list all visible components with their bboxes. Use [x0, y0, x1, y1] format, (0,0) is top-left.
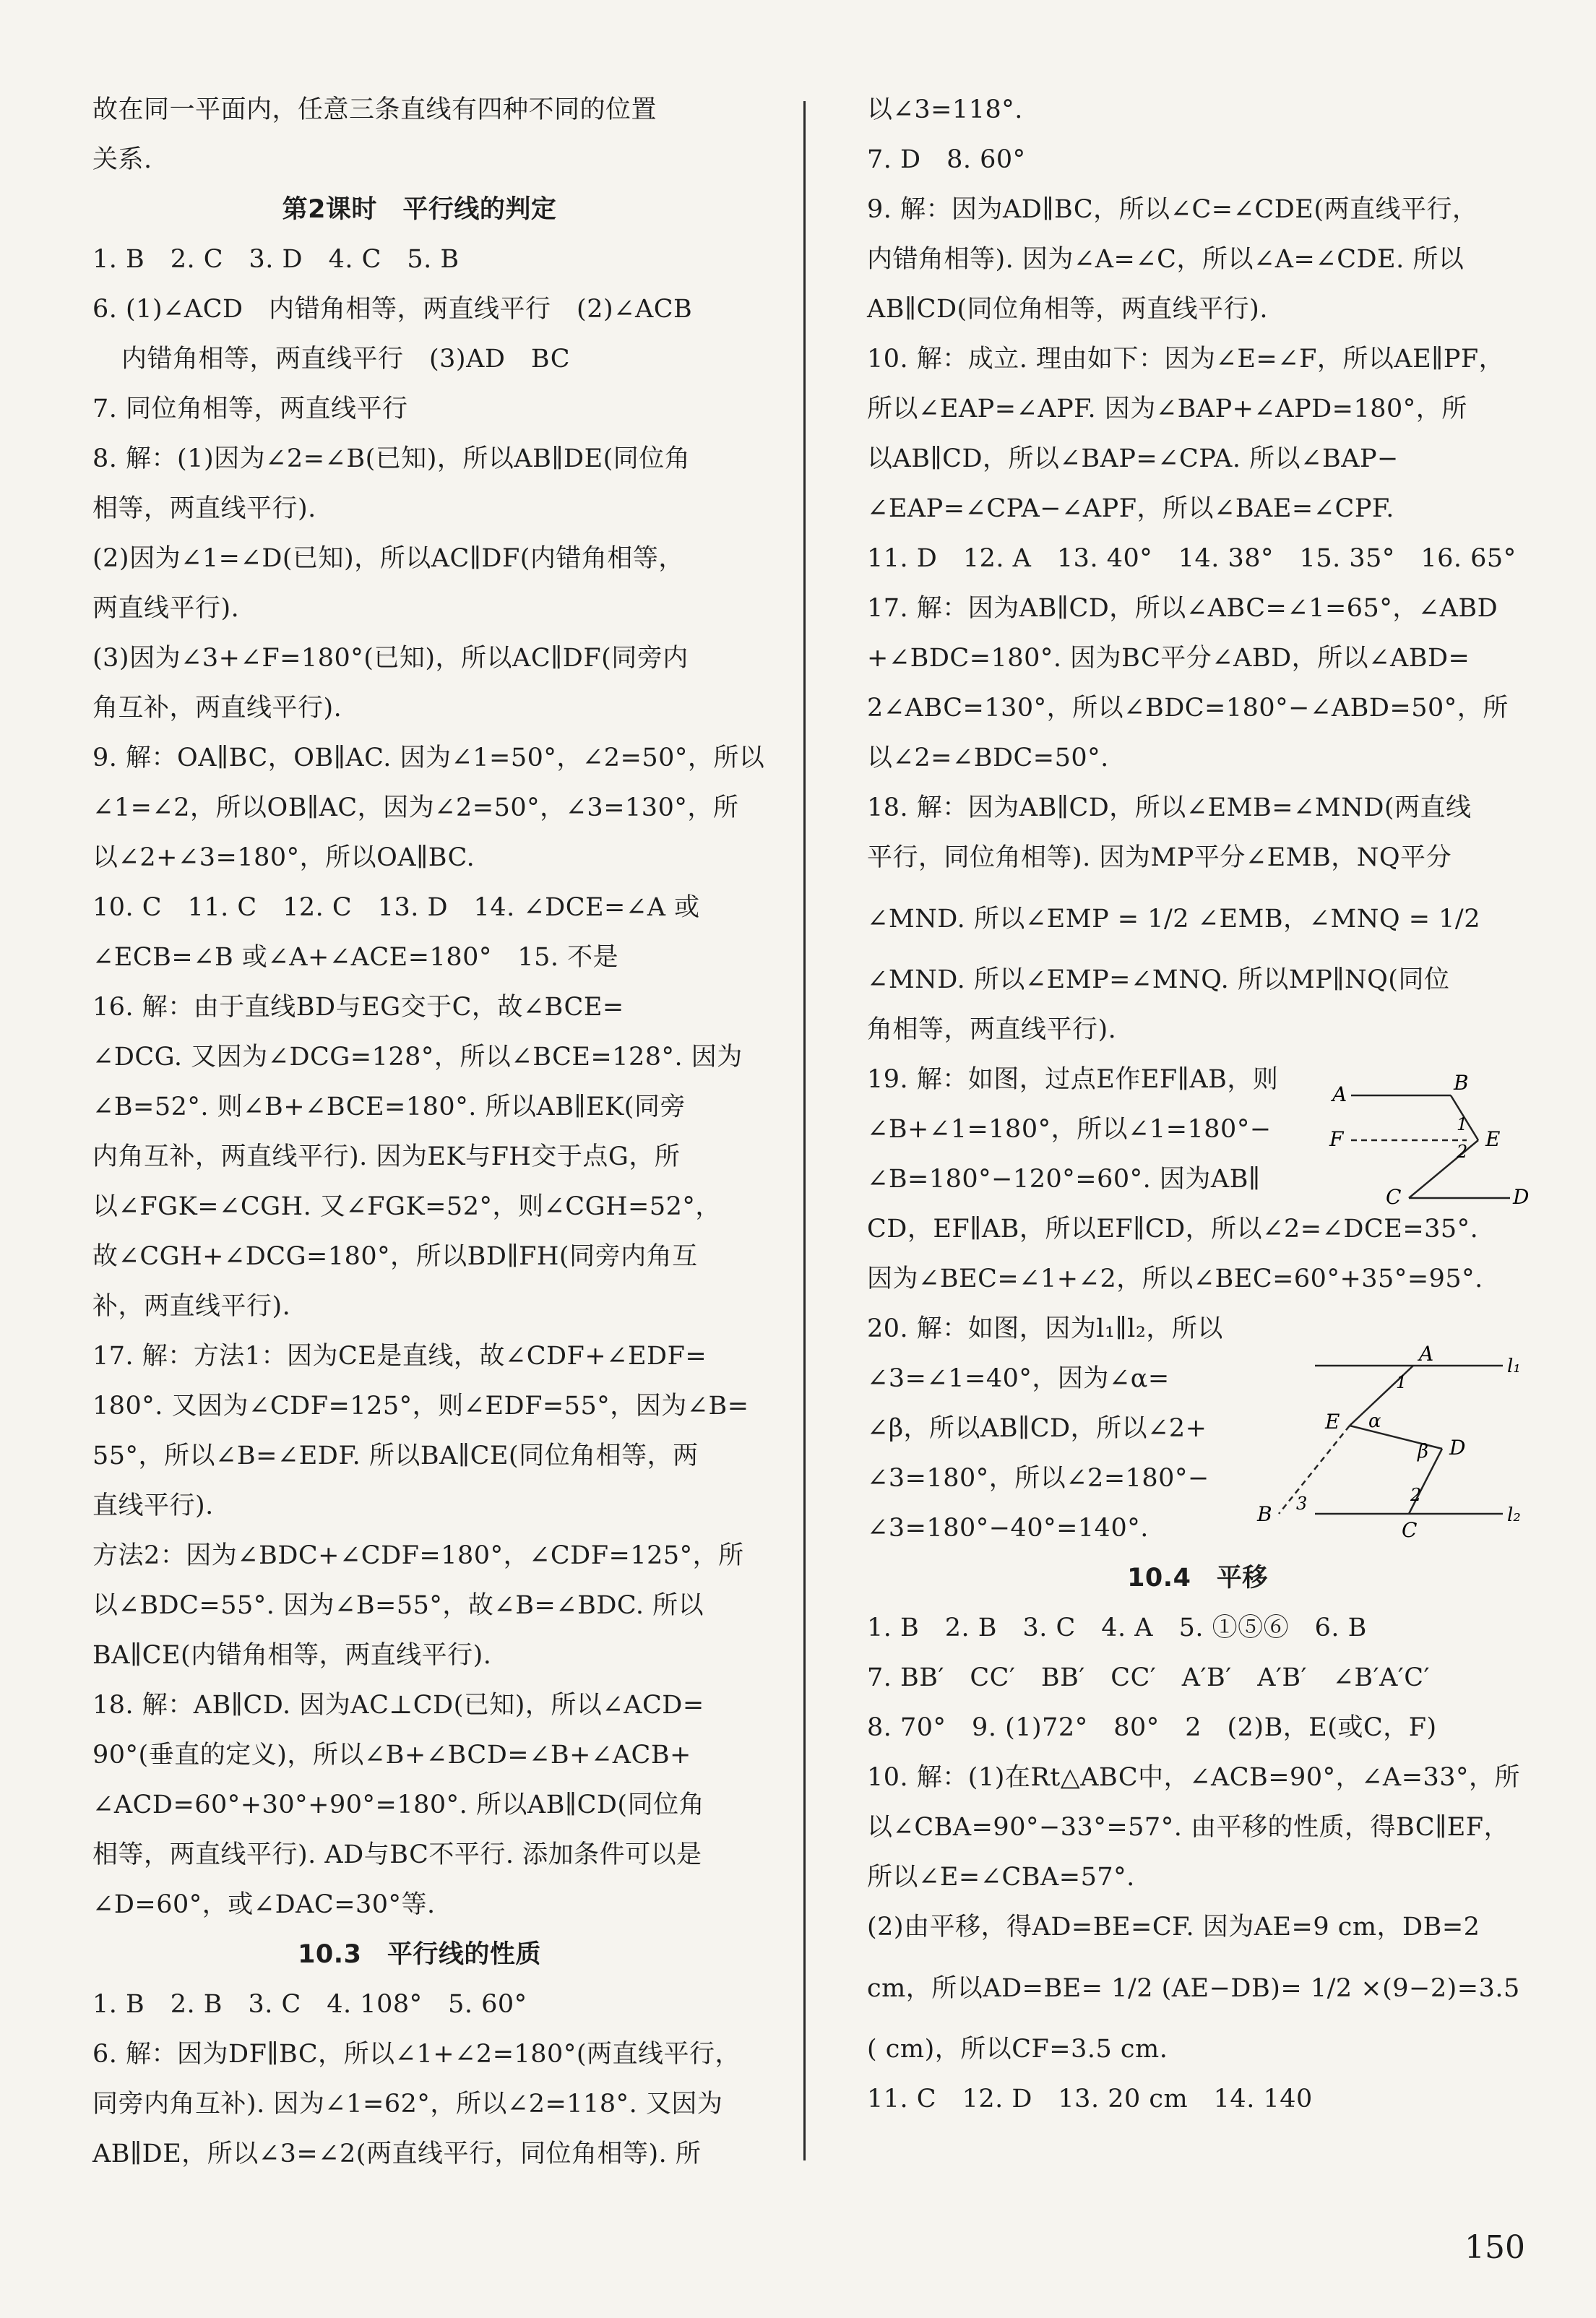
fig20-label-l2: l₂ [1507, 1504, 1521, 1526]
text-line: 18. 解：AB∥CD. 因为AC⊥CD(已知)，所以∠ACD= [92, 1691, 704, 1720]
text-line: ∠3=180°，所以∠2=180°− [867, 1464, 1209, 1493]
text-line: 1. B 2. B 3. C 4. A 5. ①⑤⑥ 6. B [867, 1613, 1367, 1642]
fig19-label-E: E [1485, 1127, 1501, 1151]
text-line: 6. 解：因为DF∥BC，所以∠1+∠2=180°(两直线平行， [92, 2040, 741, 2069]
fig19-label-F: F [1329, 1127, 1344, 1151]
fig20-angle-beta: β [1418, 1441, 1429, 1462]
text-line: AB∥DE，所以∠3=∠2(两直线平行，同位角相等). 所 [92, 2140, 702, 2168]
text-line: 7. D 8. 60° [867, 145, 1026, 174]
problem-19-block [867, 1055, 1300, 1205]
text-line: 90°(垂直的定义)，所以∠B+∠BCD=∠B+∠ACB+ [92, 1741, 691, 1770]
text-line: 以∠2=∠BDC=50°. [867, 744, 1109, 772]
text-line: 内错角相等，两直线平行 (3)AD BC [121, 345, 571, 374]
fig20-angle-alpha: α [1368, 1410, 1381, 1432]
text-line: 7. BB′ CC′ BB′ CC′ A′B′ A′B′ ∠B′A′C′ [867, 1663, 1431, 1692]
text-line: CD，EF∥AB，所以EF∥CD，所以∠2=∠DCE=35°. [867, 1215, 1479, 1244]
text-line: ∠3=180°−40°=140°. [867, 1514, 1149, 1543]
text-line: ( cm)，所以CF=3.5 cm. [867, 2035, 1168, 2064]
text-line: cm，所以AD=BE= 1/2 (AE−DB)= 1/2 ×(9−2)=3.5 [867, 1974, 1520, 2003]
figure-19 [1322, 1069, 1530, 1214]
section-heading: 第2课时 平行线的判定 [282, 195, 557, 224]
text-line: 以∠BDC=55°. 因为∠B=55°，故∠B=∠BDC. 所以 [92, 1591, 704, 1620]
text-line: 关系. [92, 145, 152, 174]
text-line: 10. C 11. C 12. C 13. D 14. ∠DCE=∠A 或 [92, 893, 700, 922]
text-line: 9. 解：因为AD∥BC，所以∠C=∠CDE(两直线平行， [867, 195, 1478, 224]
text-line: 故在同一平面内，任意三条直线有四种不同的位置 [92, 95, 657, 124]
text-line: 方法2：因为∠BDC+∠CDF=180°，∠CDF=125°，所 [92, 1541, 744, 1570]
text-line: 以∠FGK=∠CGH. 又∠FGK=52°，则∠CGH=52°， [92, 1192, 721, 1221]
text-line: ∠3=∠1=40°，因为∠α= [867, 1364, 1170, 1393]
text-line: 以∠2+∠3=180°，所以OA∥BC. [92, 843, 475, 872]
text-line: 10. 解：(1)在Rt△ABC中，∠ACB=90°，∠A=33°，所 [867, 1763, 1521, 1792]
text-line: 10. 解：成立. 理由如下：因为∠E=∠F，所以AE∥PF， [867, 345, 1505, 374]
text-line: ∠B+∠1=180°，所以∠1=180°− [867, 1115, 1272, 1144]
figure-20 [1228, 1340, 1532, 1543]
fig19-label-B: B [1454, 1071, 1469, 1095]
fig20-label-E: E [1325, 1410, 1340, 1434]
text-line: 故∠CGH+∠DCG=180°，所以BD∥FH(同旁内角互 [92, 1242, 698, 1271]
text-line: 11. D 12. A 13. 40° 14. 38° 15. 35° 16. 65° [867, 544, 1517, 573]
fig19-label-A: A [1332, 1082, 1347, 1106]
text-line: BA∥CE(内错角相等，两直线平行). [92, 1641, 492, 1670]
fig20-label-C: C [1402, 1518, 1418, 1542]
text-line: 因为∠BEC=∠1+∠2，所以∠BEC=60°+35°=95°. [867, 1264, 1483, 1293]
text-line: ∠EAP=∠CPA−∠APF，所以∠BAE=∠CPF. [867, 494, 1394, 523]
text-line: 18. 解：因为AB∥CD，所以∠EMB=∠MND(两直线 [867, 793, 1472, 822]
text-line: ∠ACD=60°+30°+90°=180°. 所以AB∥CD(同位角 [92, 1791, 705, 1819]
fig19-label-C: C [1386, 1185, 1402, 1209]
fig20-angle-1: 1 [1396, 1372, 1407, 1392]
text-line: ∠B=52°. 则∠B+∠BCE=180°. 所以AB∥EK(同旁 [92, 1093, 686, 1121]
text-line: 6. (1)∠ACD 内错角相等，两直线平行 (2)∠ACB [92, 295, 693, 324]
text-line: 补，两直线平行). [92, 1292, 291, 1321]
text-line: 8. 解：(1)因为∠2=∠B(已知)，所以AB∥DE(同位角 [92, 444, 691, 473]
text-line: 以AB∥CD，所以∠BAP=∠CPA. 所以∠BAP− [867, 444, 1399, 473]
text-line: 1. B 2. B 3. C 4. 108° 5. 60° [92, 1990, 527, 2019]
text-line: ∠DCG. 又因为∠DCG=128°，所以∠BCE=128°. 因为 [92, 1043, 743, 1072]
fig20-label-l1: l₁ [1507, 1356, 1521, 1377]
right-bottom-block [867, 1554, 1528, 2124]
text-line: 180°. 又因为∠CDF=125°，则∠EDF=55°，因为∠B= [92, 1392, 749, 1421]
text-line: 内错角相等). 因为∠A=∠C，所以∠A=∠CDE. 所以 [867, 245, 1465, 274]
text-line: ∠MND. 所以∠EMP = 1/2 ∠EMB，∠MNQ = 1/2 [867, 905, 1480, 934]
text-line: 角互补，两直线平行). [92, 694, 342, 723]
text-line: 7. 同位角相等，两直线平行 [92, 395, 408, 423]
right-top-block [867, 85, 1528, 1055]
text-line: (2)因为∠1=∠D(已知)，所以AC∥DF(内错角相等， [92, 544, 684, 573]
text-line: 9. 解：OA∥BC，OB∥AC. 因为∠1=50°，∠2=50°，所以 [92, 744, 765, 772]
text-line: 17. 解：因为AB∥CD，所以∠ABC=∠1=65°，∠ABD [867, 594, 1498, 623]
text-line: +∠BDC=180°. 因为BC平分∠ABD，所以∠ABD= [867, 644, 1470, 673]
right-mid-block [867, 1205, 1528, 1304]
left-column [92, 85, 765, 2179]
text-line: 两直线平行). [92, 594, 240, 623]
text-line: 16. 解：由于直线BD与EG交于C，故∠BCE= [92, 993, 624, 1022]
text-line: ∠B=180°−120°=60°. 因为AB∥ [867, 1165, 1261, 1194]
section-heading: 10.4 平移 [1127, 1564, 1268, 1593]
fig20-label-B: B [1257, 1502, 1272, 1526]
text-line: 1. B 2. C 3. D 4. C 5. B [92, 245, 460, 274]
fig20-label-D: D [1449, 1436, 1466, 1460]
text-line: ∠D=60°，或∠DAC=30°等. [92, 1890, 436, 1919]
text-line: 平行，同位角相等). 因为MP平分∠EMB，NQ平分 [867, 843, 1452, 872]
text-line: 17. 解：方法1：因为CE是直线，故∠CDF+∠EDF= [92, 1342, 707, 1371]
fig20-label-A: A [1419, 1342, 1434, 1366]
section-heading: 10.3 平行线的性质 [298, 1940, 541, 1969]
page-number: 150 [1465, 2229, 1525, 2266]
text-line: 20. 解：如图，因为l₁∥l₂，所以 [867, 1314, 1223, 1343]
text-line: AB∥CD(同位角相等，两直线平行). [867, 295, 1268, 324]
text-line: 角相等，两直线平行). [867, 1015, 1117, 1044]
fig19-angle-2: 2 [1457, 1142, 1468, 1162]
fig19-angle-1: 1 [1457, 1114, 1468, 1134]
text-line: 8. 70° 9. (1)72° 80° 2 (2)B，E(或C，F) [867, 1713, 1437, 1742]
text-line: 同旁内角互补). 因为∠1=62°，所以∠2=118°. 又因为 [92, 2090, 723, 2119]
text-line: ∠1=∠2，所以OB∥AC，因为∠2=50°，∠3=130°，所 [92, 793, 739, 822]
text-line: ∠MND. 所以∠EMP=∠MNQ. 所以MP∥NQ(同位 [867, 965, 1450, 994]
text-line: 直线平行). [92, 1491, 214, 1520]
fig20-angle-2: 2 [1410, 1485, 1422, 1505]
text-line: (3)因为∠3+∠F=180°(已知)，所以AC∥DF(同旁内 [92, 644, 689, 673]
text-line: (2)由平移，得AD=BE=CF. 因为AE=9 cm，DB=2 [867, 1913, 1480, 1942]
text-line: 相等，两直线平行). AD与BC不平行. 添加条件可以是 [92, 1840, 702, 1869]
text-line: 19. 解：如图，过点E作EF∥AB，则 [867, 1065, 1279, 1094]
text-line: ∠ECB=∠B 或∠A+∠ACE=180° 15. 不是 [92, 943, 619, 972]
text-line: 以∠CBA=90°−33°=57°. 由平移的性质，得BC∥EF， [867, 1813, 1510, 1842]
text-line: 以∠3=118°. [867, 95, 1023, 124]
fig19-label-D: D [1513, 1185, 1530, 1209]
text-line: 相等，两直线平行). [92, 494, 316, 523]
text-line: 55°，所以∠B=∠EDF. 所以BA∥CE(同位角相等，两 [92, 1442, 699, 1470]
text-line: 2∠ABC=130°，所以∠BDC=180°−∠ABD=50°，所 [867, 694, 1509, 723]
text-line: ∠β，所以AB∥CD，所以∠2+ [867, 1414, 1207, 1443]
column-divider [803, 101, 806, 2160]
fig20-angle-3: 3 [1296, 1494, 1308, 1514]
text-line: 11. C 12. D 13. 20 cm 14. 140 [867, 2085, 1313, 2114]
text-line: 所以∠EAP=∠APF. 因为∠BAP+∠APD=180°，所 [867, 395, 1467, 423]
text-line: 内角互补，两直线平行). 因为EK与FH交于点G，所 [92, 1142, 681, 1171]
text-line: 所以∠E=∠CBA=57°. [867, 1863, 1135, 1892]
